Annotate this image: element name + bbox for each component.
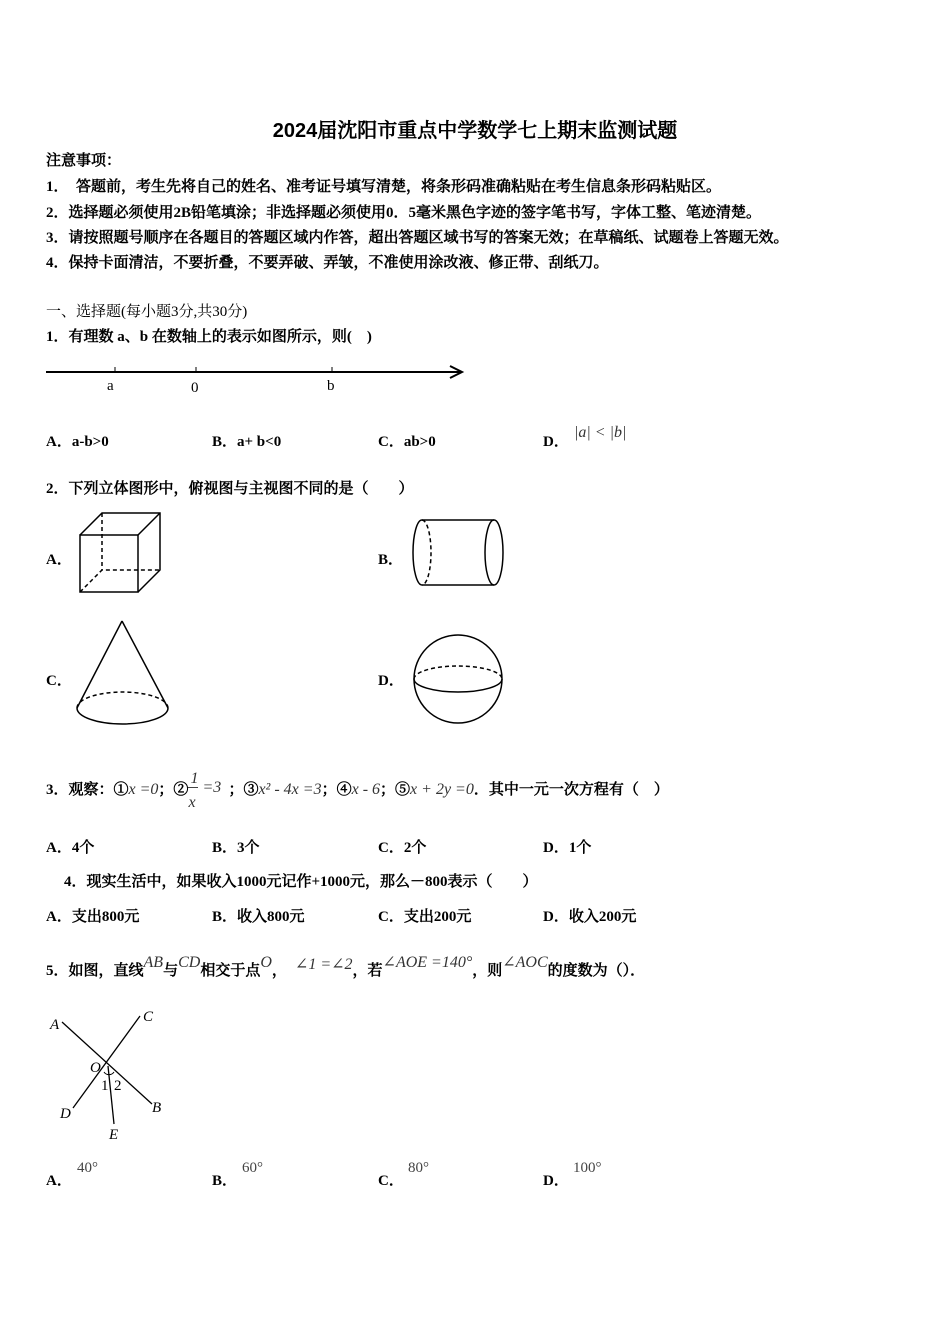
q5-option-a[interactable]: A． bbox=[46, 1173, 72, 1189]
label-b: b bbox=[327, 378, 335, 394]
q3-option-b[interactable]: B．3个 bbox=[212, 840, 260, 856]
q5-text: 与 bbox=[163, 963, 179, 979]
q2-option-a[interactable]: A． bbox=[46, 552, 72, 568]
q1-option-a[interactable]: A．a-b>0 bbox=[46, 434, 109, 450]
section-heading: 一、选择题(每小题3分,共30分) bbox=[46, 304, 248, 320]
note-3: 3．请按照题号顺序在各题目的答题区域内作答，超出答题区域书写的答案无效；在草稿纸、试题卷上答题无效。 bbox=[46, 230, 789, 246]
q3-eq5: x + 2y =0 bbox=[410, 781, 474, 798]
q1-option-d-math: |a| < |b| bbox=[574, 424, 627, 441]
note-1: 1． 答题前，考生先将自己的姓名、准考证号填写清楚，将条形码准确粘贴在考生信息条形码粘贴区。 bbox=[46, 179, 722, 195]
q1-option-c[interactable]: C．ab>0 bbox=[378, 434, 436, 450]
label-C: C bbox=[143, 1009, 154, 1025]
q5-fig-labels bbox=[49, 1009, 161, 1143]
label-a: a bbox=[107, 378, 114, 394]
q5-text: 5．如图，直线 bbox=[46, 963, 144, 979]
q3-sep: ；④ bbox=[321, 782, 352, 798]
q3-eq3: x² - 4x =3 bbox=[258, 781, 322, 798]
q5-value-c: 80° bbox=[408, 1160, 429, 1176]
q5-text: 的度数为（）． bbox=[547, 963, 646, 979]
label-B: B bbox=[152, 1100, 162, 1116]
q5-value-a: 40° bbox=[77, 1160, 98, 1176]
q5-aoe: ∠AOE =140° bbox=[382, 954, 473, 971]
q4-option-d[interactable]: D．收入200元 bbox=[543, 909, 637, 925]
q5-ab: AB bbox=[143, 954, 164, 971]
q5-text: 相交于点 bbox=[200, 963, 261, 979]
q2-option-c[interactable]: C． bbox=[46, 673, 72, 689]
label-1: 1 bbox=[101, 1078, 109, 1094]
q5-text: ，若 bbox=[352, 963, 383, 979]
label-A: A bbox=[50, 1017, 60, 1033]
q3-eq1: x =0 bbox=[128, 781, 159, 798]
q5-option-c[interactable]: C． bbox=[378, 1173, 404, 1189]
q5-text: ， bbox=[271, 963, 287, 979]
q2-option-d[interactable]: D． bbox=[378, 673, 404, 689]
q5-value-d: 100° bbox=[573, 1160, 602, 1176]
q3-sep: ；⑤ bbox=[380, 782, 411, 798]
label-2: 2 bbox=[114, 1078, 122, 1094]
q3-option-a[interactable]: A．4个 bbox=[46, 840, 95, 856]
q5-cd: CD bbox=[178, 954, 201, 971]
q5-o: O bbox=[260, 954, 272, 971]
q5-value-b: 60° bbox=[242, 1160, 263, 1176]
q3-option-d[interactable]: D．1个 bbox=[543, 840, 592, 856]
q3-sep: ；② bbox=[158, 782, 189, 798]
label-O: O bbox=[90, 1060, 101, 1076]
q5-option-b[interactable]: B． bbox=[212, 1173, 238, 1189]
label-E: E bbox=[109, 1127, 119, 1143]
page-title: 2024届沈阳市重点中学数学七上期末监测试题 bbox=[272, 120, 678, 142]
q2-stem: 2．下列立体图形中，俯视图与主视图不同的是（ ） bbox=[46, 481, 414, 497]
q1-option-b[interactable]: B．a+ b<0 bbox=[212, 434, 282, 450]
label-D: D bbox=[60, 1106, 71, 1122]
q3-eq2-rhs: =3 bbox=[202, 779, 222, 796]
q3-option-c[interactable]: C．2个 bbox=[378, 840, 427, 856]
q2-option-b[interactable]: B． bbox=[378, 552, 404, 568]
q1-stem: 1．有理数 a、b 在数轴上的表示如图所示，则( ) bbox=[46, 329, 372, 345]
notes-heading: 注意事项： bbox=[46, 153, 122, 169]
q3-eq2-num: 1 bbox=[190, 770, 199, 787]
q4-option-c[interactable]: C．支出200元 bbox=[378, 909, 472, 925]
q5-angle-eq: ∠1 =∠2 bbox=[294, 956, 353, 973]
q3-text: 3．观察：① bbox=[46, 782, 129, 798]
q3-eq2-den: x bbox=[188, 794, 196, 811]
q3-text: ．其中一元一次方程有（ ） bbox=[473, 782, 669, 798]
q5-text: ，则 bbox=[472, 963, 503, 979]
q5-option-d[interactable]: D． bbox=[543, 1173, 569, 1189]
q4-option-b[interactable]: B．收入800元 bbox=[212, 909, 305, 925]
q3-sep: ；③ bbox=[228, 782, 259, 798]
q3-eq4: x - 6 bbox=[351, 781, 381, 798]
label-0: 0 bbox=[191, 380, 199, 396]
q4-option-a[interactable]: A．支出800元 bbox=[46, 909, 140, 925]
note-2: 2．选择题必须使用2B铅笔填涂；非选择题必须使用0．5毫米黑色字迹的签字笔书写，字体工整、笔迹清楚。 bbox=[46, 205, 762, 221]
note-4: 4．保持卡面清洁，不要折叠，不要弄破、弄皱，不准使用涂改液、修正带、刮纸刀。 bbox=[46, 255, 609, 271]
q1-option-d[interactable]: D． bbox=[543, 434, 569, 450]
q5-lines bbox=[62, 1016, 152, 1124]
q4-stem: 4．现实生活中，如果收入1000元记作+1000元，那么－800表示（ ） bbox=[64, 874, 538, 890]
q5-aoc: ∠AOC bbox=[502, 954, 548, 971]
